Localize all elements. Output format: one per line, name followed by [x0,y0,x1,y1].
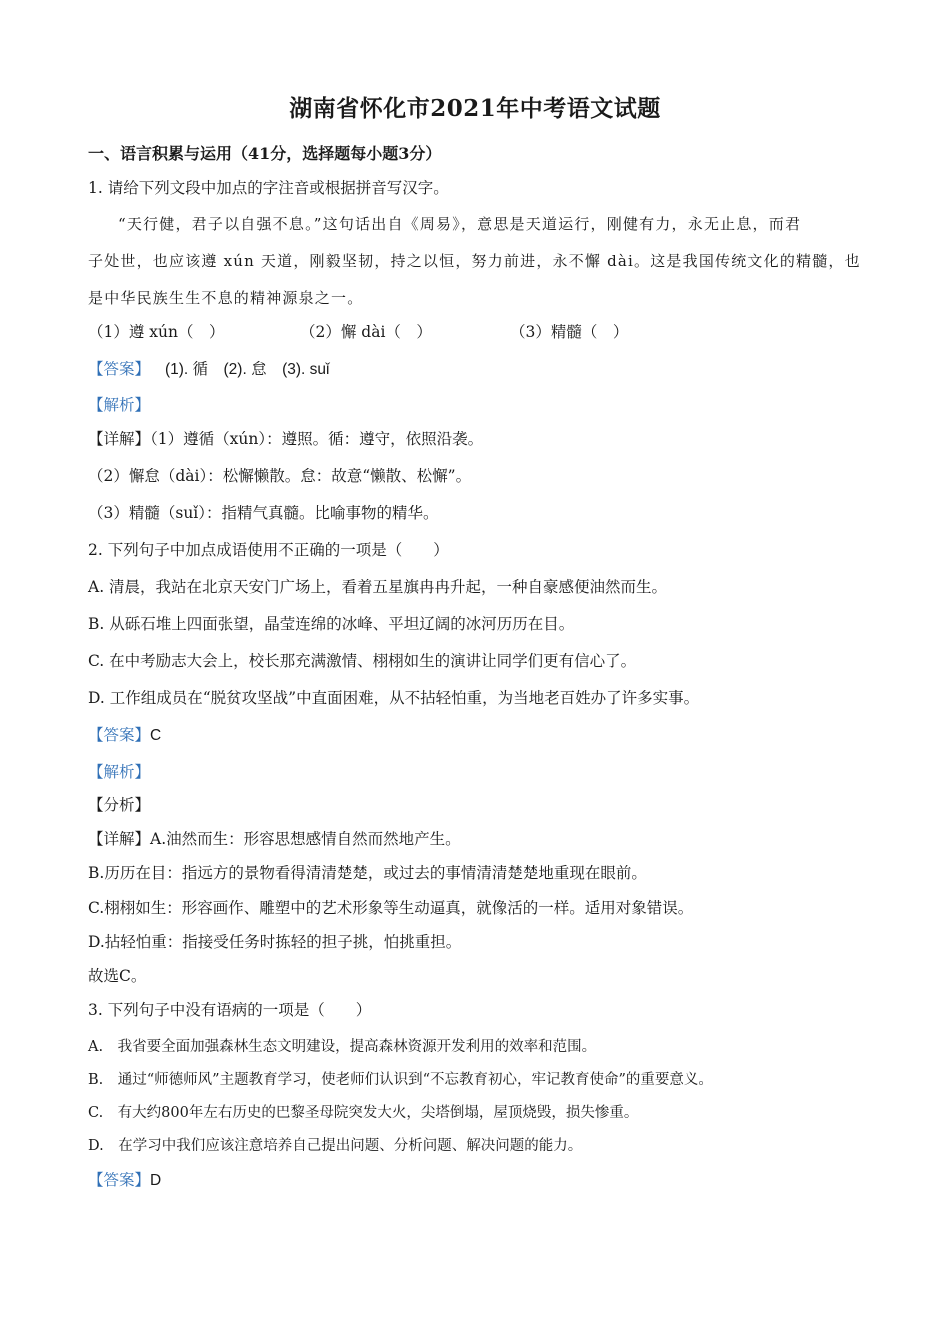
q2-option-c: C. 在中考励志大会上，校长那充满激情、栩栩如生的演讲让同学们更有信心了。 [88,652,637,670]
q1-analysis-tag: 【解析】 [88,396,151,414]
q1-subquestions [88,322,628,342]
q1-passage-line-3: 是中华民族生生不息的精神源泉之一。 [88,289,364,307]
q3-option-b: B. 通过“师德师风”主题教育学习，使老师们认识到“不忘教育初心，牢记教育使命”的重要意义。 [88,1072,713,1088]
q1-passage-line-1: “天行健，君子以自强不息。”这句话出自《周易》，意思是天道运行，刚健有力，永无止息，而君 [118,215,802,233]
q2-answer-value: C [150,727,162,744]
answer-tag: 【答案】 [88,1171,151,1189]
q2-fenxi-tag: 【分析】 [88,796,151,814]
q2-analysis-tag: 【解析】 [88,763,151,781]
q2-detail-4: D.拈轻怕重：指接受任务时拣轻的担子挑，怕挑重担。 [88,933,462,951]
q2-option-d: D. 工作组成员在“脱贫攻坚战”中直面困难，从不拈轻怕重，为当地老百姓办了许多实事。 [88,689,700,707]
q3-answer-value: D [150,1172,162,1189]
q2-detail-3: C.栩栩如生：形容画作、雕塑中的艺术形象等生动逼真，就像活的一样。适用对象错误。 [88,899,694,917]
section-heading: 一、语言积累与运用（41分，选择题每小题3分） [88,144,442,163]
q1-detail-1: 【详解】（1）遵循（xún）：遵照。循：遵守，依照沿袭。 [88,430,484,448]
q2-detail-1: 【详解】A.油然而生：形容思想感情自然而然地产生。 [88,830,461,848]
q2-conclusion: 故选C。 [88,967,147,985]
q1-sub-2: （2）懈 dài（ ） [300,323,432,341]
q1-detail-2: （2）懈怠（dài）：松懈懒散。怠：故意“懒散、松懈”。 [88,467,472,485]
answer-tag: 【答案】 [88,360,151,378]
q3-stem: 3. 下列句子中没有语病的一项是（ ） [88,1001,372,1019]
q2-option-a: A. 清晨，我站在北京天安门广场上，看着五星旗冉冉升起，一种自豪感便油然而生。 [88,578,668,596]
q1-detail-3: （3）精髓（suǐ）：指精气真髓。比喻事物的精华。 [88,504,439,522]
q1-sub-1: （1）遵 xún（ ） [88,323,225,341]
q2-stem: 2. 下列句子中加点成语使用不正确的一项是（ ） [88,541,449,559]
q2-answer [88,725,161,746]
q1-passage-line-2: 子处世，也应该遵 xún 天道，刚毅坚韧，持之以恒，努力前进，永不懈 dài。这是我国传统文化的精髓，也 [88,252,861,270]
q3-option-c: C. 有大约800年左右历史的巴黎圣母院突发大火，尖塔倒塌，屋顶烧毁，损失惨重。 [88,1105,639,1121]
page-title: 湖南省怀化市2021年中考语文试题 [289,95,661,122]
q3-option-d: D. 在学习中我们应该注意培养自己提出问题、分析问题、解决问题的能力。 [88,1138,583,1154]
answer-tag: 【答案】 [88,726,151,744]
q1-stem: 1. 请给下列文段中加点的字注音或根据拼音写汉字。 [88,179,449,197]
q1-answer [88,359,329,380]
q1-answer-value: (1). 循 (2). 怠 (3). suǐ [164,361,330,378]
q3-answer [88,1170,161,1191]
q2-option-b: B. 从砾石堆上四面张望，晶莹连绵的冰峰、平坦辽阔的冰河历历在目。 [88,615,575,633]
q1-sub-3: （3）精髓（ ） [510,323,629,341]
q2-detail-2: B.历历在目：指远方的景物看得清清楚楚，或过去的事情清清楚楚地重现在眼前。 [88,864,647,882]
q3-option-a: A. 我省要全面加强森林生态文明建设，提高森林资源开发利用的效率和范围。 [88,1039,597,1055]
